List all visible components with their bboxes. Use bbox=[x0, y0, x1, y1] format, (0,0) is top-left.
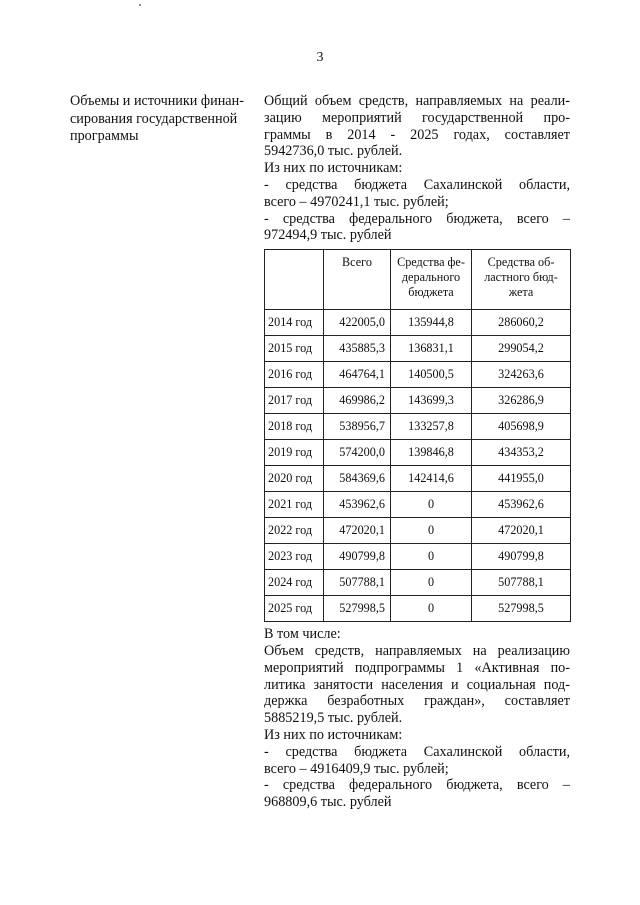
cell-federal: 0 bbox=[391, 544, 472, 570]
text-line: держка безработных граждан», составляет bbox=[264, 693, 570, 710]
text-line: - средства федерального бюджета, всего – bbox=[264, 777, 570, 794]
cell-federal: 0 bbox=[391, 518, 472, 544]
cell-year: 2025 год bbox=[265, 596, 324, 622]
scan-speck bbox=[139, 4, 141, 6]
header-federal-line: дерального bbox=[401, 270, 461, 285]
cell-federal: 0 bbox=[391, 596, 472, 622]
text-line: 972494,9 тыс. рублей bbox=[264, 227, 392, 244]
table-row bbox=[265, 492, 571, 518]
text-line: Из них по источникам: bbox=[264, 160, 403, 177]
heading-line: сирования государственной bbox=[70, 110, 238, 127]
text-line: Из них по источникам: bbox=[264, 726, 403, 743]
text-line: всего – 4916409,9 тыс. рублей; bbox=[264, 760, 449, 777]
table-row bbox=[265, 440, 571, 466]
cell-regional: 507788,1 bbox=[472, 570, 571, 596]
cell-regional: 441955,0 bbox=[472, 466, 571, 492]
text-line: В том числе: bbox=[264, 626, 341, 643]
funding-description bbox=[264, 93, 570, 811]
table-row bbox=[265, 388, 571, 414]
text-line: 5942736,0 тыс. рублей. bbox=[264, 143, 403, 160]
cell-year: 2014 год bbox=[265, 310, 324, 336]
table-row bbox=[265, 466, 571, 492]
table-row bbox=[265, 310, 571, 336]
cell-total: 527998,5 bbox=[324, 596, 391, 622]
section-heading bbox=[70, 93, 260, 146]
text-line: мероприятий подпрограммы 1 «Активная по- bbox=[264, 659, 570, 676]
cell-regional: 405698,9 bbox=[472, 414, 571, 440]
cell-regional: 527998,5 bbox=[472, 596, 571, 622]
table-row bbox=[265, 544, 571, 570]
header-regional bbox=[472, 250, 571, 310]
cell-federal: 133257,8 bbox=[391, 414, 472, 440]
cell-federal: 139846,8 bbox=[391, 440, 472, 466]
funding-table bbox=[264, 249, 571, 622]
cell-total: 422005,0 bbox=[324, 310, 391, 336]
cell-regional: 472020,1 bbox=[472, 518, 571, 544]
header-federal-line: бюджета bbox=[408, 285, 454, 300]
funding-table-wrap bbox=[264, 249, 570, 622]
text-line: - средства бюджета Сахалинской области, bbox=[264, 743, 570, 760]
header-year bbox=[265, 250, 324, 310]
cell-total: 538956,7 bbox=[324, 414, 391, 440]
table-body bbox=[265, 310, 571, 622]
table-row bbox=[265, 336, 571, 362]
text-line: зацию мероприятий государственной про- bbox=[264, 109, 570, 126]
cell-total: 584369,6 bbox=[324, 466, 391, 492]
cell-federal: 0 bbox=[391, 492, 472, 518]
text-line: литика занятости населения и социальная под- bbox=[264, 676, 570, 693]
outro-paragraph bbox=[264, 626, 570, 811]
cell-year: 2022 год bbox=[265, 518, 324, 544]
cell-regional: 324263,6 bbox=[472, 362, 571, 388]
cell-total: 472020,1 bbox=[324, 518, 391, 544]
text-line: Общий объем средств, направляемых на реали- bbox=[264, 93, 570, 109]
header-regional-line: ластного бюд- bbox=[484, 270, 558, 285]
page-number: 3 bbox=[316, 50, 324, 65]
cell-year: 2015 год bbox=[265, 336, 324, 362]
cell-federal: 140500,5 bbox=[391, 362, 472, 388]
cell-regional: 434353,2 bbox=[472, 440, 571, 466]
cell-regional: 490799,8 bbox=[472, 544, 571, 570]
cell-total: 574200,0 bbox=[324, 440, 391, 466]
cell-total: 453962,6 bbox=[324, 492, 391, 518]
cell-federal: 143699,3 bbox=[391, 388, 472, 414]
table-row bbox=[265, 414, 571, 440]
cell-federal: 136831,1 bbox=[391, 336, 472, 362]
cell-total: 435885,3 bbox=[324, 336, 391, 362]
cell-year: 2021 год bbox=[265, 492, 324, 518]
cell-federal: 135944,8 bbox=[391, 310, 472, 336]
cell-regional: 286060,2 bbox=[472, 310, 571, 336]
header-regional-line: жета bbox=[508, 285, 534, 300]
header-federal bbox=[391, 250, 472, 310]
cell-year: 2017 год bbox=[265, 388, 324, 414]
cell-regional: 299054,2 bbox=[472, 336, 571, 362]
cell-federal: 142414,6 bbox=[391, 466, 472, 492]
table-header-row bbox=[265, 250, 571, 310]
cell-federal: 0 bbox=[391, 570, 472, 596]
cell-total: 490799,8 bbox=[324, 544, 391, 570]
cell-year: 2016 год bbox=[265, 362, 324, 388]
table-row bbox=[265, 518, 571, 544]
table-row bbox=[265, 596, 571, 622]
text-line: - средства бюджета Сахалинской области, bbox=[264, 176, 570, 193]
text-line: всего – 4970241,1 тыс. рублей; bbox=[264, 193, 449, 210]
cell-total: 469986,2 bbox=[324, 388, 391, 414]
cell-year: 2024 год bbox=[265, 570, 324, 596]
text-line: 5885219,5 тыс. рублей. bbox=[264, 710, 403, 727]
cell-total: 507788,1 bbox=[324, 570, 391, 596]
heading-line: Объемы и источники финан- bbox=[70, 93, 244, 109]
cell-year: 2020 год bbox=[265, 466, 324, 492]
cell-regional: 326286,9 bbox=[472, 388, 571, 414]
cell-total: 464764,1 bbox=[324, 362, 391, 388]
text-line: Объем средств, направляемых на реализацию bbox=[264, 642, 570, 659]
intro-paragraph bbox=[264, 93, 570, 244]
header-federal-line: Средства фе- bbox=[397, 255, 465, 270]
table-row bbox=[265, 362, 571, 388]
heading-line: программы bbox=[70, 128, 139, 144]
text-line: - средства федерального бюджета, всего – bbox=[264, 210, 570, 227]
cell-year: 2019 год bbox=[265, 440, 324, 466]
cell-year: 2023 год bbox=[265, 544, 324, 570]
header-total: Всего bbox=[324, 250, 391, 310]
cell-year: 2018 год bbox=[265, 414, 324, 440]
table-row bbox=[265, 570, 571, 596]
text-line: 968809,6 тыс. рублей bbox=[264, 794, 392, 811]
text-line: граммы в 2014 - 2025 годах, составляет bbox=[264, 126, 570, 143]
header-regional-line: Средства об- bbox=[487, 255, 555, 270]
cell-regional: 453962,6 bbox=[472, 492, 571, 518]
